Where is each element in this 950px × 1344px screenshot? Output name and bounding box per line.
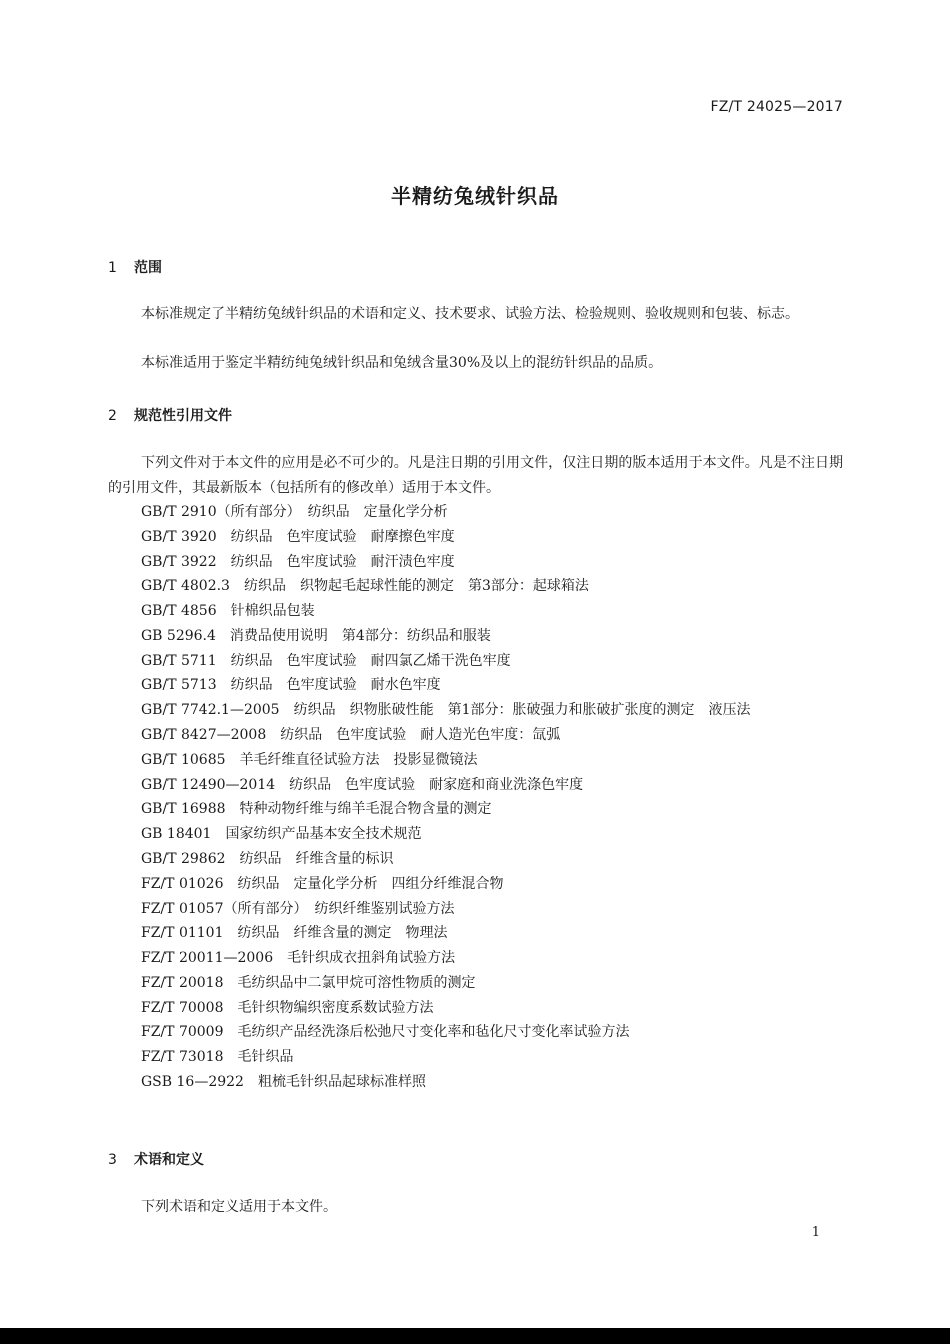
section-number: 3 [108,1152,117,1168]
reference-item: GB/T 4802.3 纺织品 织物起毛起球性能的测定 第3部分：起球箱法 [141,578,589,595]
scope-paragraph-1: 本标准规定了半精纺兔绒针织品的术语和定义、技术要求、试验方法、检验规则、验收规则和包装、标志。 [141,306,799,322]
reference-item: GB/T 4856 针棉织品包装 [141,603,315,620]
reference-item: FZ/T 01026 纺织品 定量化学分析 四组分纤维混合物 [141,875,504,892]
section-number: 1 [108,260,117,276]
section-2-heading [108,405,232,425]
scope-paragraph-2: 本标准适用于鉴定半精纺纯兔绒针织品和兔绒含量30%及以上的混纺针织品的品质。 [141,355,663,371]
reference-item: GB/T 5711 纺织品 色牢度试验 耐四氯乙烯干洗色牢度 [141,652,511,669]
reference-item: GB/T 3920 纺织品 色牢度试验 耐摩擦色牢度 [141,528,455,545]
terms-intro: 下列术语和定义适用于本文件。 [141,1199,337,1215]
reference-item: FZ/T 01057（所有部分） 纺织纤维鉴别试验方法 [141,900,455,917]
reference-item: GB 5296.4 消费品使用说明 第4部分：纺织品和服装 [141,627,491,644]
reference-item: GB/T 29862 纺织品 纤维含量的标识 [141,850,394,867]
section-3-heading [108,1149,204,1169]
section-number: 2 [108,408,117,424]
reference-item: GB/T 5713 纺织品 色牢度试验 耐水色牢度 [141,677,441,694]
reference-item: FZ/T 73018 毛针织品 [141,1049,294,1066]
reference-item: GB/T 10685 羊毛纤维直径试验方法 投影显微镜法 [141,751,478,768]
reference-item: FZ/T 70008 毛针织物编织密度系数试验方法 [141,999,434,1016]
reference-item: FZ/T 01101 纺织品 纤维含量的测定 物理法 [141,925,448,942]
page-number: 1 [811,1225,820,1240]
reference-item: GB/T 3922 纺织品 色牢度试验 耐汗渍色牢度 [141,553,455,570]
reference-item: FZ/T 20011—2006 毛针织成衣扭斜角试验方法 [141,950,456,967]
references-intro: 下列文件对于本文件的应用是必不可少的。凡是注日期的引用文件，仅注日期的版本适用于本文件。凡是不注日期的引用文件，其最新版本（包括所有的修改单）适用于本文件。 [108,455,843,496]
reference-item: FZ/T 70009 毛纺织产品经洗涤后松弛尺寸变化率和毡化尺寸变化率试验方法 [141,1024,630,1041]
section-title: 规范性引用文件 [134,408,232,424]
reference-item: GB/T 7742.1—2005 纺织品 织物胀破性能 第1部分：胀破强力和胀破扩张度的测定 液压法 [141,702,751,719]
section-title: 术语和定义 [134,1152,204,1168]
reference-item: GB/T 2910（所有部分） 纺织品 定量化学分析 [141,504,448,520]
reference-item: GB/T 8427—2008 纺织品 色牢度试验 耐人造光色牢度：氙弧 [141,727,561,744]
reference-item: FZ/T 20018 毛纺织品中二氯甲烷可溶性物质的测定 [141,974,476,991]
reference-item: GB 18401 国家纺织产品基本安全技术规范 [141,826,422,843]
standard-number: FZ/T 24025—2017 [710,99,843,115]
reference-item: GSB 16—2922 粗梳毛针织品起球标准样照 [141,1073,426,1090]
section-1-heading [108,257,162,277]
document-title: 半精纺兔绒针织品 [391,184,559,208]
reference-list [108,500,843,1095]
section-title: 范围 [134,260,162,276]
bottom-border [0,1328,950,1344]
reference-item: GB/T 12490—2014 纺织品 色牢度试验 耐家庭和商业洗涤色牢度 [141,776,584,793]
reference-item: GB/T 16988 特种动物纤维与绵羊毛混合物含量的测定 [141,801,492,818]
